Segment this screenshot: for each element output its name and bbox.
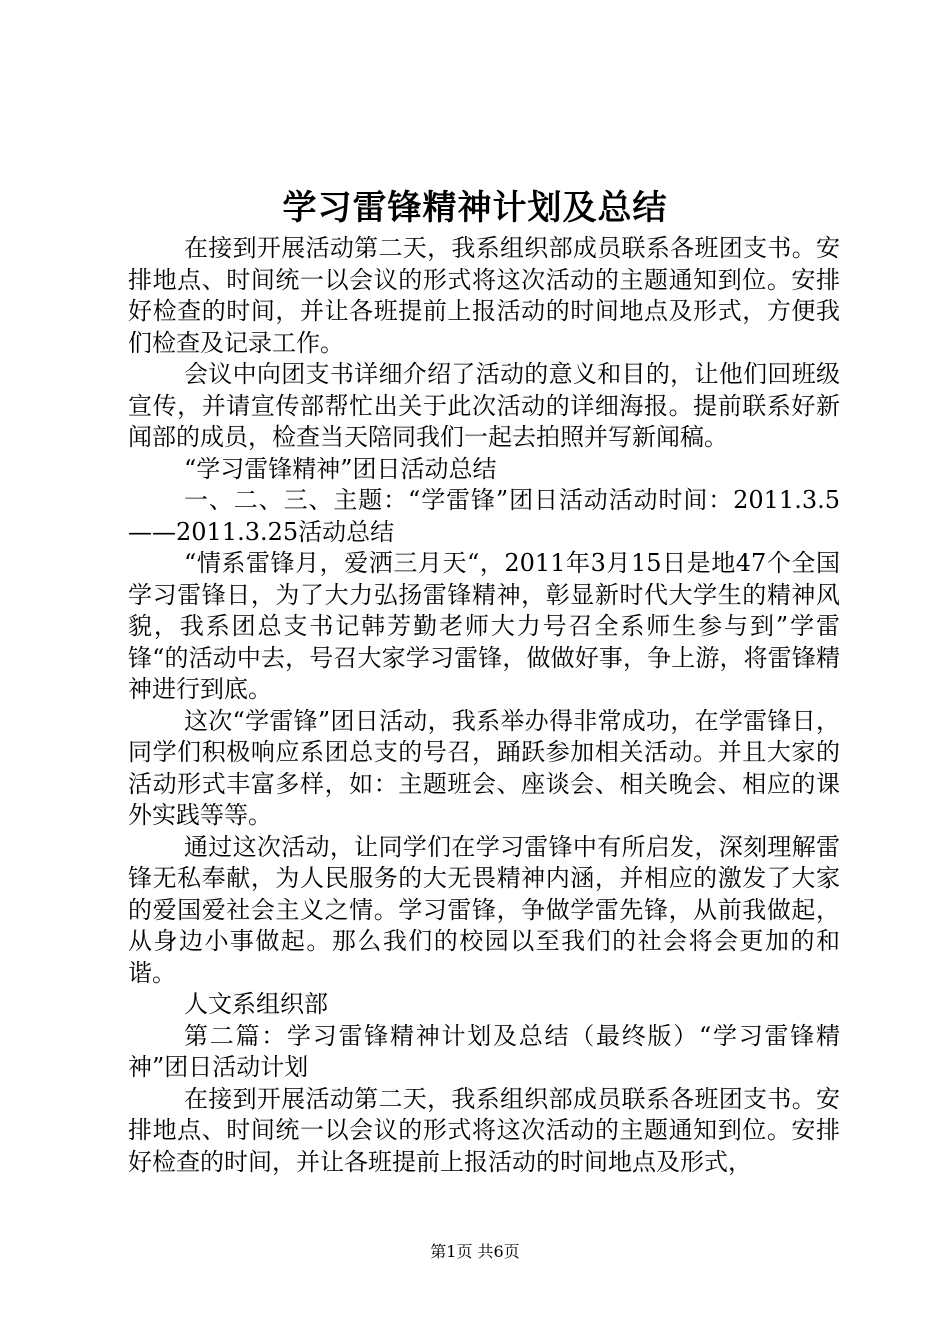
paragraph: 通过这次活动，让同学们在学习雷锋中有所启发，深刻理解雷锋无私奉献，为人民服务的大无畏精神内涵，并相应的激发了大家的爱国爱社会主义之情。学习雷锋，争做学雷先锋，从前我做起，从身边小事做起。那么我们的校园以至我们的社会将会更加的和谐。: [128, 832, 840, 987]
document-title: 学习雷锋精神计划及总结: [282, 188, 668, 228]
document-body: [128, 233, 840, 1178]
page-number-footer: 第1页 共6页: [430, 1242, 520, 1261]
paragraph: “学习雷锋精神”团日活动总结: [184, 454, 497, 483]
paragraph: 一、二、三、主题：“学雷锋”团日活动活动时间：2011.3.5——2011.3.25活动总结: [128, 486, 840, 546]
paragraph: “情系雷锋月，爱洒三月天“，2011年3月15日是地47个全国学习雷锋日，为了大力弘扬雷锋精神，彰显新时代大学生的精神风貌，我系团总支书记韩芳勤老师大力号召全系师生参与到”学雷锋“的活动中去，号召大家学习雷锋，做做好事，争上游，将雷锋精神进行到底。: [128, 549, 840, 703]
paragraph: 会议中向团支书详细介绍了活动的意义和目的，让他们回班级宣传，并请宣传部帮忙出关于此次活动的详细海报。提前联系好新闻部的成员，检查当天陪同我们一起去拍照并写新闻稿。: [128, 360, 840, 451]
section-heading: 第二篇：学习雷锋精神计划及总结（最终版）“学习雷锋精神”团日活动计划: [128, 1021, 840, 1081]
paragraph: 在接到开展活动第二天，我系组织部成员联系各班团支书。安排地点、时间统一以会议的形式将这次活动的主题通知到位。安排好检查的时间，并让各班提前上报活动的时间地点及形式，: [128, 1084, 840, 1176]
signature-line: 人文系组织部: [184, 990, 328, 1018]
paragraph: 在接到开展活动第二天，我系组织部成员联系各班团支书。安排地点、时间统一以会议的形式将这次活动的主题通知到位。安排好检查的时间，并让各班提前上报活动的时间地点及形式，方便我们检查及记录工作。: [128, 234, 840, 357]
paragraph: 这次“学雷锋”团日活动，我系举办得非常成功，在学雷锋日，同学们积极响应系团总支的号召，踊跃参加相关活动。并且大家的活动形式丰富多样，如：主题班会、座谈会、相关晚会、相应的课外实践等等。: [128, 706, 840, 829]
